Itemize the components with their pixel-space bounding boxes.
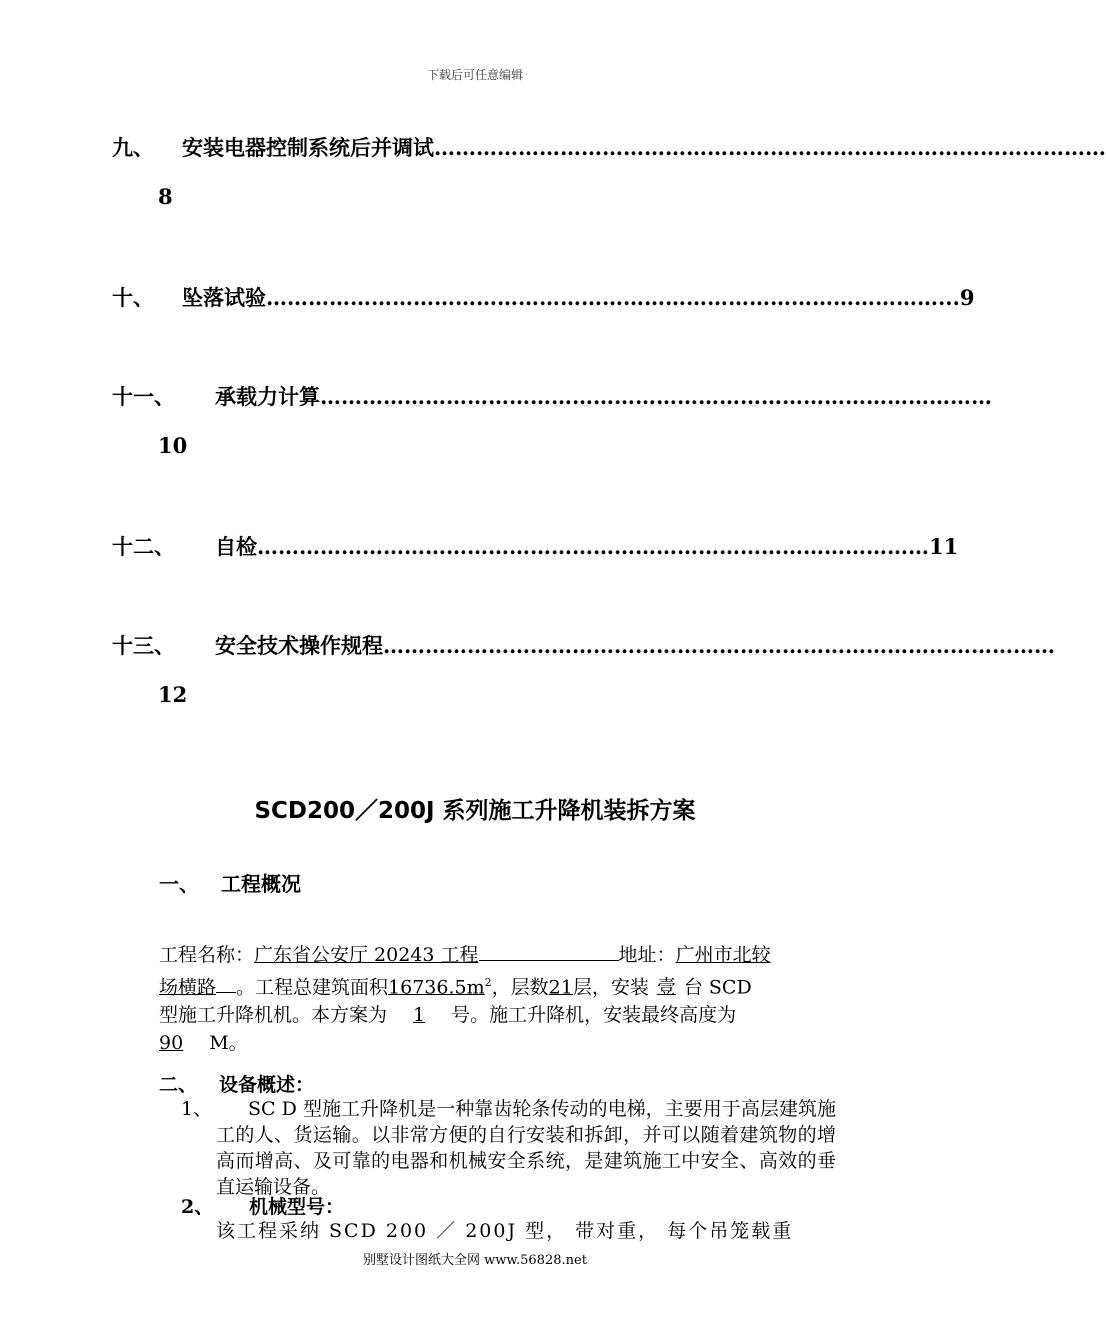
toc-number: 十二、: [112, 534, 175, 559]
address-value: 广州市北较: [675, 944, 771, 966]
label-address: 地址：: [618, 944, 676, 966]
section-number: 二、: [159, 1074, 198, 1096]
list-number: 1、: [181, 1098, 213, 1120]
toc-title: 承载力计算: [215, 384, 320, 409]
list-text: 该工程采纳 SCD 200 ／ 200J 型， 带对重， 每个吊笼载重: [216, 1220, 794, 1242]
footer-note: 别墅设计图纸大全网 www.56828.net: [363, 1253, 587, 1268]
area-value: 16736.5: [388, 976, 467, 999]
area-unit-sup: 2: [484, 976, 492, 989]
label-install: 层，安装: [572, 976, 649, 999]
toc-page: 8: [158, 184, 173, 209]
toc-page: 11: [929, 534, 959, 559]
toc-entry-13[interactable]: [112, 630, 1055, 707]
height-value: 90: [159, 1032, 184, 1055]
toc-entry-9[interactable]: [112, 132, 1106, 209]
floors-value: 21: [548, 976, 573, 999]
plan-number-value: 1: [413, 1004, 426, 1027]
toc-title: 自检: [215, 534, 257, 559]
toc-entry-12[interactable]: [112, 531, 959, 561]
label-floors: ，层数: [491, 976, 549, 999]
section-number: 一、: [159, 872, 199, 896]
list-title: 机械型号：: [249, 1196, 345, 1218]
label-project-name: 工程名称：: [159, 944, 255, 966]
section-title: 设备概述：: [219, 1074, 315, 1096]
address-value-cont: 场横路: [159, 976, 217, 999]
toc-page: 10: [158, 433, 188, 458]
project-name-value: 广东省公安厅 20243 工程: [254, 944, 479, 966]
underline-blank: [479, 940, 619, 961]
list-number: 2、: [181, 1196, 214, 1218]
label-area: 。工程总建筑面积: [236, 976, 389, 999]
toc-leader: ……………………………………………………………………………………: [383, 633, 1055, 658]
list-text: SC D 型施工升降机是一种靠齿轮条传动的电梯，主要用于高层建筑施工的人、货运输。以非常方便的自行安装和拆卸，并可以随着建筑物的增高而增高、及可靠的电器和机械安全系统，是建筑施工中安全、高效的垂直运输设备。: [216, 1098, 836, 1198]
toc-title: 坠落试验: [182, 285, 266, 310]
document-title: SCD200／200J 系列施工升降机装拆方案: [254, 798, 696, 824]
project-overview-paragraph: [159, 940, 836, 1057]
toc-leader: ……………………………………………………………………………………: [320, 384, 992, 409]
section-1-heading: [159, 868, 301, 897]
toc-leader: ……………………………………………………………………………………: [266, 285, 938, 310]
install-count-value: 壹: [656, 976, 676, 999]
toc-page: ...9: [938, 285, 975, 310]
toc-title: 安装电器控制系统后并调试: [182, 135, 434, 160]
underline-blank: [216, 972, 236, 993]
toc-number: 十一、: [112, 384, 175, 409]
toc-leader: ……………………………………………………………………………………: [257, 534, 929, 559]
section-title: 工程概况: [221, 872, 301, 896]
toc-title: 安全技术操作规程: [215, 633, 383, 658]
label-height: 号。施工升降机，安装最终高度为: [451, 1004, 737, 1027]
toc-leader: ……………………………………………………………………………………: [434, 135, 1106, 160]
label-plan: 型施工升降机机。本方案为: [159, 1004, 388, 1027]
toc-number: 十三、: [112, 633, 175, 658]
section-2-heading: [159, 1070, 314, 1097]
toc-entry-10[interactable]: [112, 282, 975, 312]
toc-number: 十、: [112, 285, 154, 310]
label-scd: 台 SCD: [683, 976, 752, 999]
header-note: 下载后可任意编辑: [426, 68, 523, 82]
label-height-unit: M。: [209, 1032, 248, 1055]
toc-entry-11[interactable]: [112, 381, 992, 458]
toc-page: 12: [158, 682, 188, 707]
area-unit: m: [466, 976, 485, 999]
toc-number: 九、: [112, 135, 154, 160]
